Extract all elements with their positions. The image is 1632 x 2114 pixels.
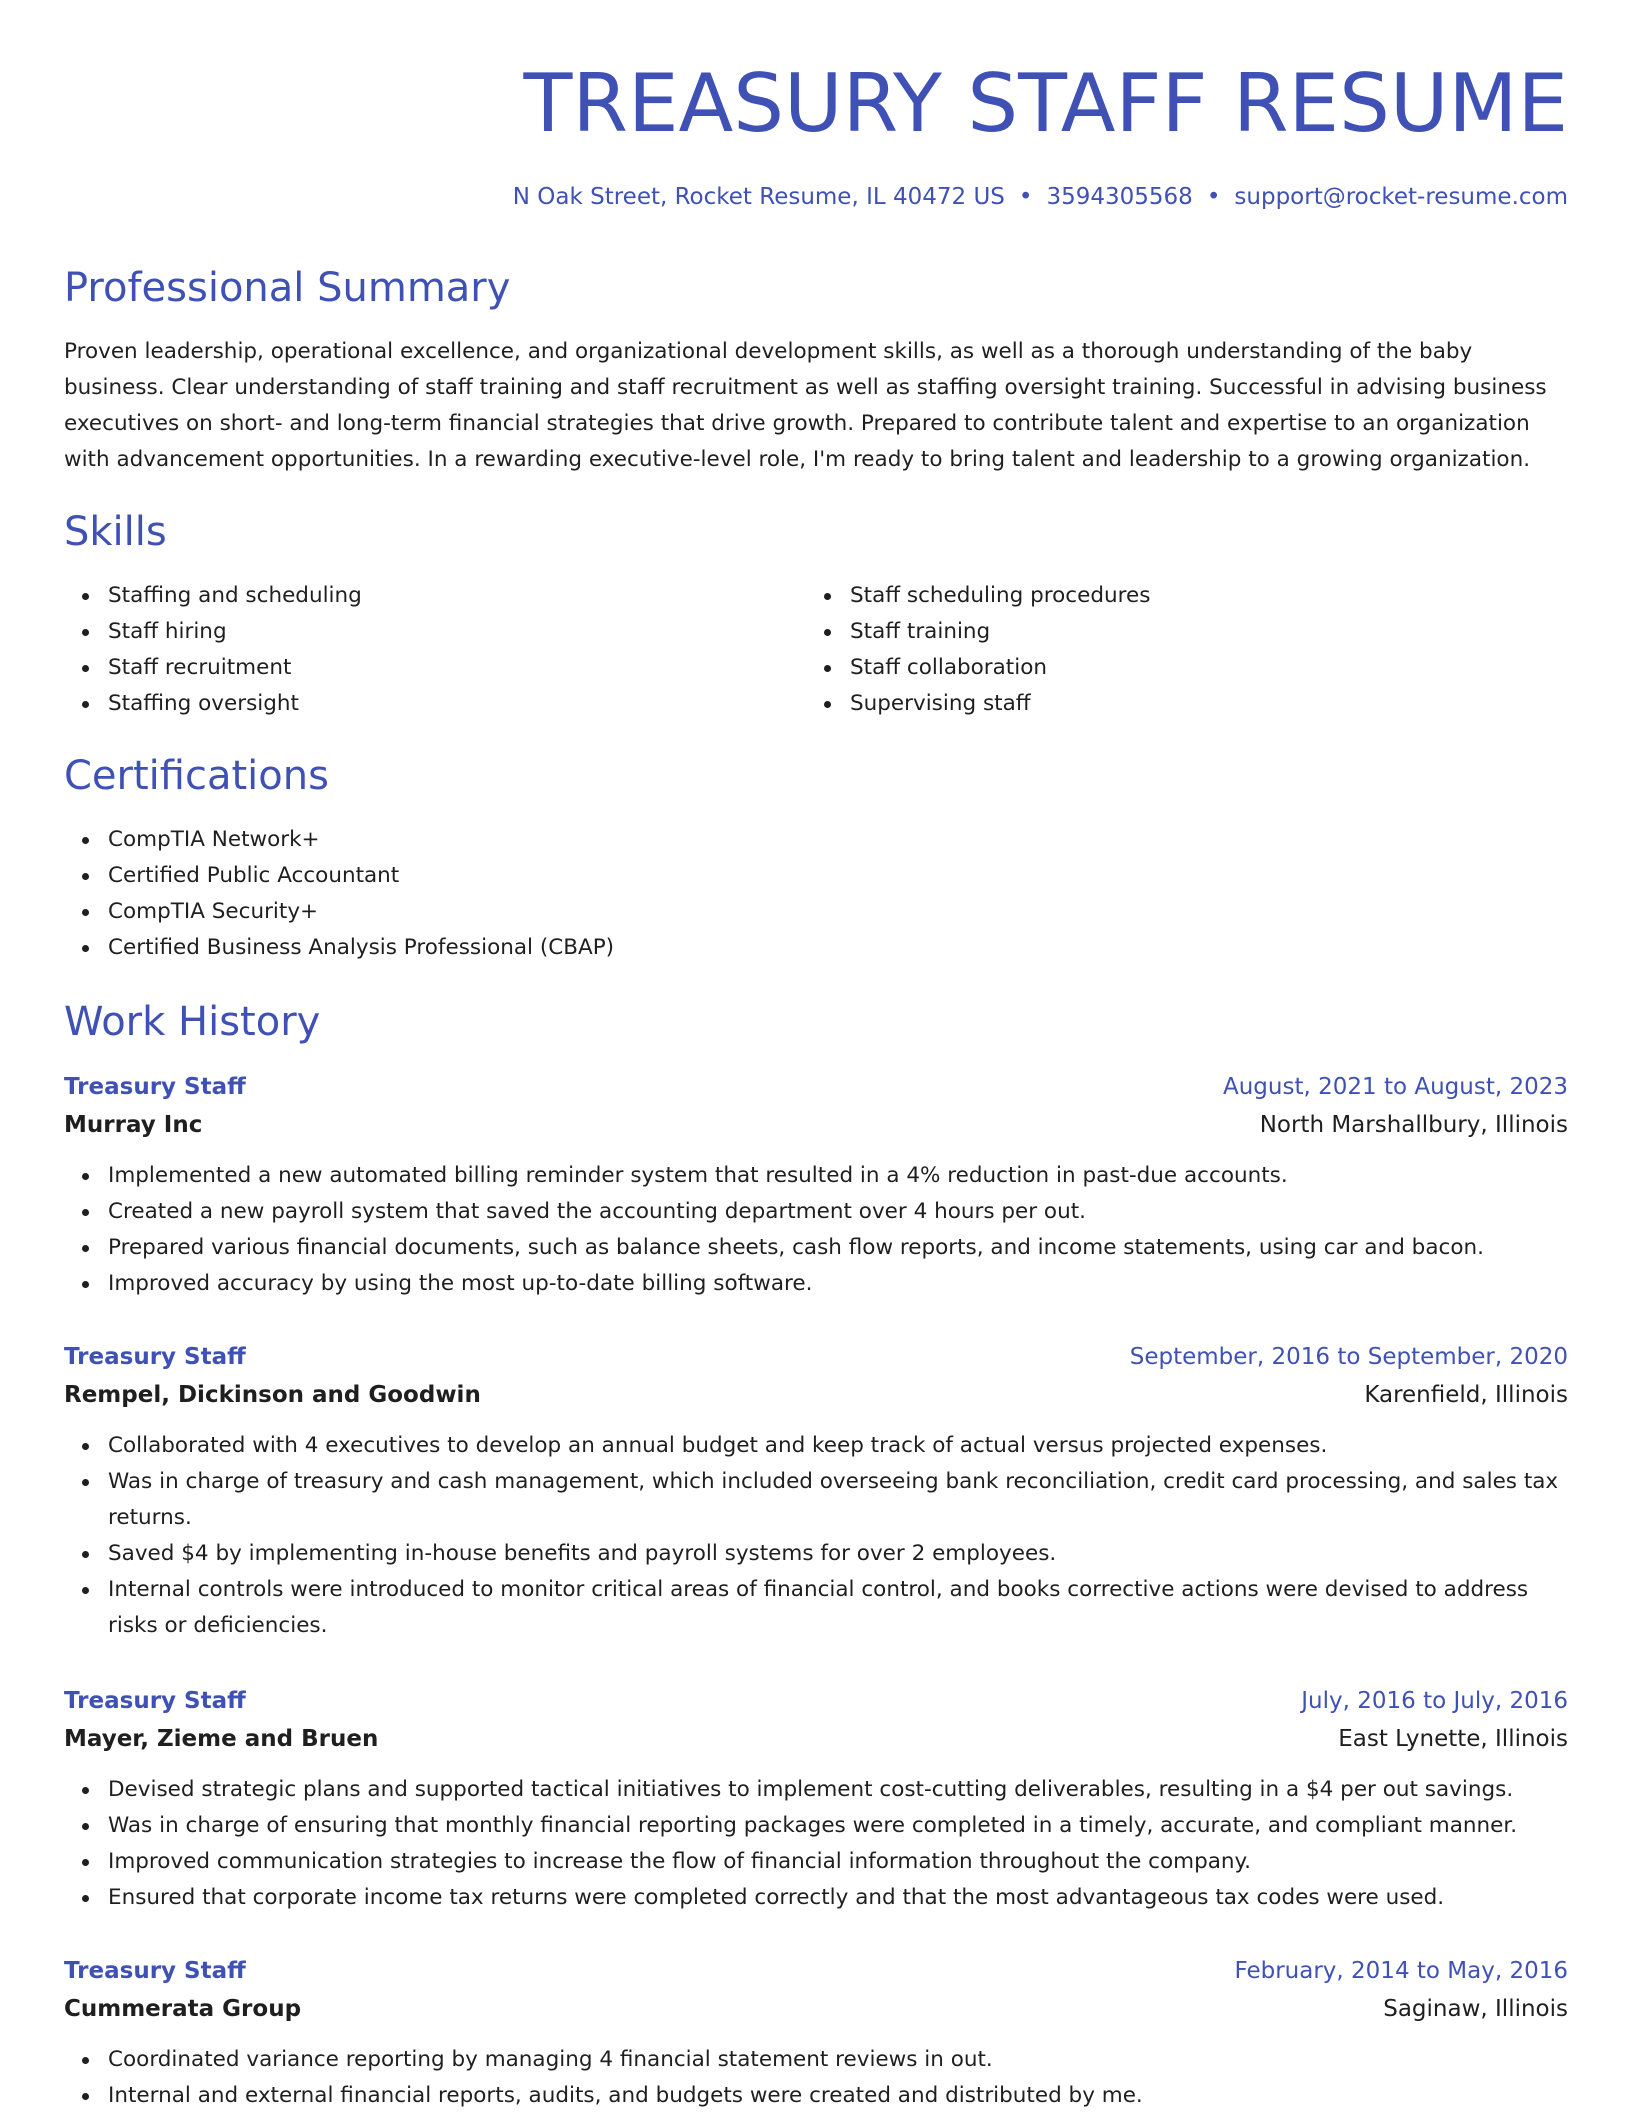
certification-item: Certified Business Analysis Professional (CBAP) <box>64 930 1568 966</box>
skills-list <box>64 578 1568 722</box>
job-dates: July, 2016 to July, 2016 <box>1301 1688 1568 1714</box>
certifications-heading: Certifications <box>64 753 329 799</box>
job-title: Treasury Staff <box>64 1958 246 1984</box>
summary-text: Proven leadership, operational excellence, and organizational development skills, as well as a thorough understanding of the baby business. Clear understanding of staff training and staff recruitment as well as staffing oversight training. Successful in advising business executives on short- and long-term financial strategies that drive growth. Prepared to contribute talent and expertise to an organization with advancement opportunities. In a rewarding executive-level role, I'm ready to bring talent and leadership to a growing organization. <box>64 339 1547 472</box>
job-bullet: Was in charge of treasury and cash management, which included overseeing bank reconciliation, credit card processing, and sales tax returns. <box>64 1464 1568 1536</box>
job-bullet: Improved communication strategies to increase the flow of financial information throughout the company. <box>64 1844 1568 1880</box>
job-bullet: Implemented a new automated billing reminder system that resulted in a 4% reduction in past-due accounts. <box>64 1158 1568 1194</box>
skill-item: Staff recruitment <box>64 650 806 686</box>
work-history-heading: Work History <box>64 999 321 1045</box>
job-title: Treasury Staff <box>64 1074 246 1100</box>
job-location: North Marshallbury, Illinois <box>1259 1112 1568 1138</box>
job-dates: September, 2016 to September, 2020 <box>1129 1344 1568 1370</box>
skill-item: Staff scheduling procedures <box>806 578 1548 614</box>
job-bullets <box>64 1428 1568 1644</box>
certifications-list <box>64 822 1568 966</box>
contact-address: N Oak Street, Rocket Resume, IL 40472 US <box>512 184 1005 210</box>
job-company: Murray Inc <box>64 1112 203 1138</box>
job-bullet: Collaborated with 4 executives to develop an annual budget and keep track of actual versus projected expenses. <box>64 1428 1568 1464</box>
job-location: East Lynette, Illinois <box>1338 1726 1568 1752</box>
skill-item: Staffing oversight <box>64 686 806 722</box>
job-location: Saginaw, Illinois <box>1383 1996 1568 2022</box>
skill-item: Staff collaboration <box>806 650 1548 686</box>
contact-email[interactable]: support@rocket-resume.com <box>1234 184 1568 210</box>
skills-heading: Skills <box>64 509 167 555</box>
job-company: Mayer, Zieme and Bruen <box>64 1726 379 1752</box>
job-company: Cummerata Group <box>64 1996 302 2022</box>
job-entry <box>64 1952 1568 2114</box>
job-bullets <box>64 1772 1568 1916</box>
job-company: Rempel, Dickinson and Goodwin <box>64 1382 481 1408</box>
job-bullet: Saved $4 by implementing in-house benefits and payroll systems for over 2 employees. <box>64 1536 1568 1572</box>
job-bullet: Internal and external financial reports, audits, and budgets were created and distributed by me. <box>64 2078 1568 2114</box>
resume-title: TREASURY STAFF RESUME <box>523 57 1568 150</box>
skills-column-left <box>64 578 806 722</box>
job-bullets <box>64 2042 1568 2114</box>
certification-item: Certified Public Accountant <box>64 858 1568 894</box>
skill-item: Staff hiring <box>64 614 806 650</box>
contact-line <box>513 180 1568 214</box>
job-entry <box>64 1338 1568 1644</box>
job-dates: August, 2021 to August, 2023 <box>1223 1074 1568 1100</box>
job-title: Treasury Staff <box>64 1344 246 1370</box>
job-bullet: Created a new payroll system that saved the accounting department over 4 hours per out. <box>64 1194 1568 1230</box>
job-bullet: Ensured that corporate income tax returns were completed correctly and that the most advantageous tax codes were used. <box>64 1880 1568 1916</box>
job-entry <box>64 1068 1568 1302</box>
summary-heading: Professional Summary <box>64 265 511 311</box>
job-bullet: Improved accuracy by using the most up-to-date billing software. <box>64 1266 1568 1302</box>
skill-item: Supervising staff <box>806 686 1548 722</box>
job-entry <box>64 1682 1568 1916</box>
job-bullet: Prepared various financial documents, such as balance sheets, cash flow reports, and income statements, using car and bacon. <box>64 1230 1568 1266</box>
job-bullet: Coordinated variance reporting by managing 4 financial statement reviews in out. <box>64 2042 1568 2078</box>
contact-phone: 3594305568 <box>1046 184 1193 210</box>
job-title: Treasury Staff <box>64 1688 246 1714</box>
skill-item: Staffing and scheduling <box>64 578 806 614</box>
contact-separator: • <box>1018 184 1033 210</box>
job-bullet: Internal controls were introduced to monitor critical areas of financial control, and books corrective actions were devised to address risks or deficiencies. <box>64 1572 1568 1644</box>
certification-item: CompTIA Security+ <box>64 894 1568 930</box>
skills-column-right <box>806 578 1548 722</box>
certification-item: CompTIA Network+ <box>64 822 1568 858</box>
job-bullets <box>64 1158 1568 1302</box>
job-bullet: Devised strategic plans and supported tactical initiatives to implement cost-cutting deliverables, resulting in a $4 per out savings. <box>64 1772 1568 1808</box>
contact-separator: • <box>1206 184 1221 210</box>
job-bullet: Was in charge of ensuring that monthly financial reporting packages were completed in a timely, accurate, and compliant manner. <box>64 1808 1568 1844</box>
job-dates: February, 2014 to May, 2016 <box>1234 1958 1568 1984</box>
job-location: Karenfield, Illinois <box>1364 1382 1568 1408</box>
skill-item: Staff training <box>806 614 1548 650</box>
